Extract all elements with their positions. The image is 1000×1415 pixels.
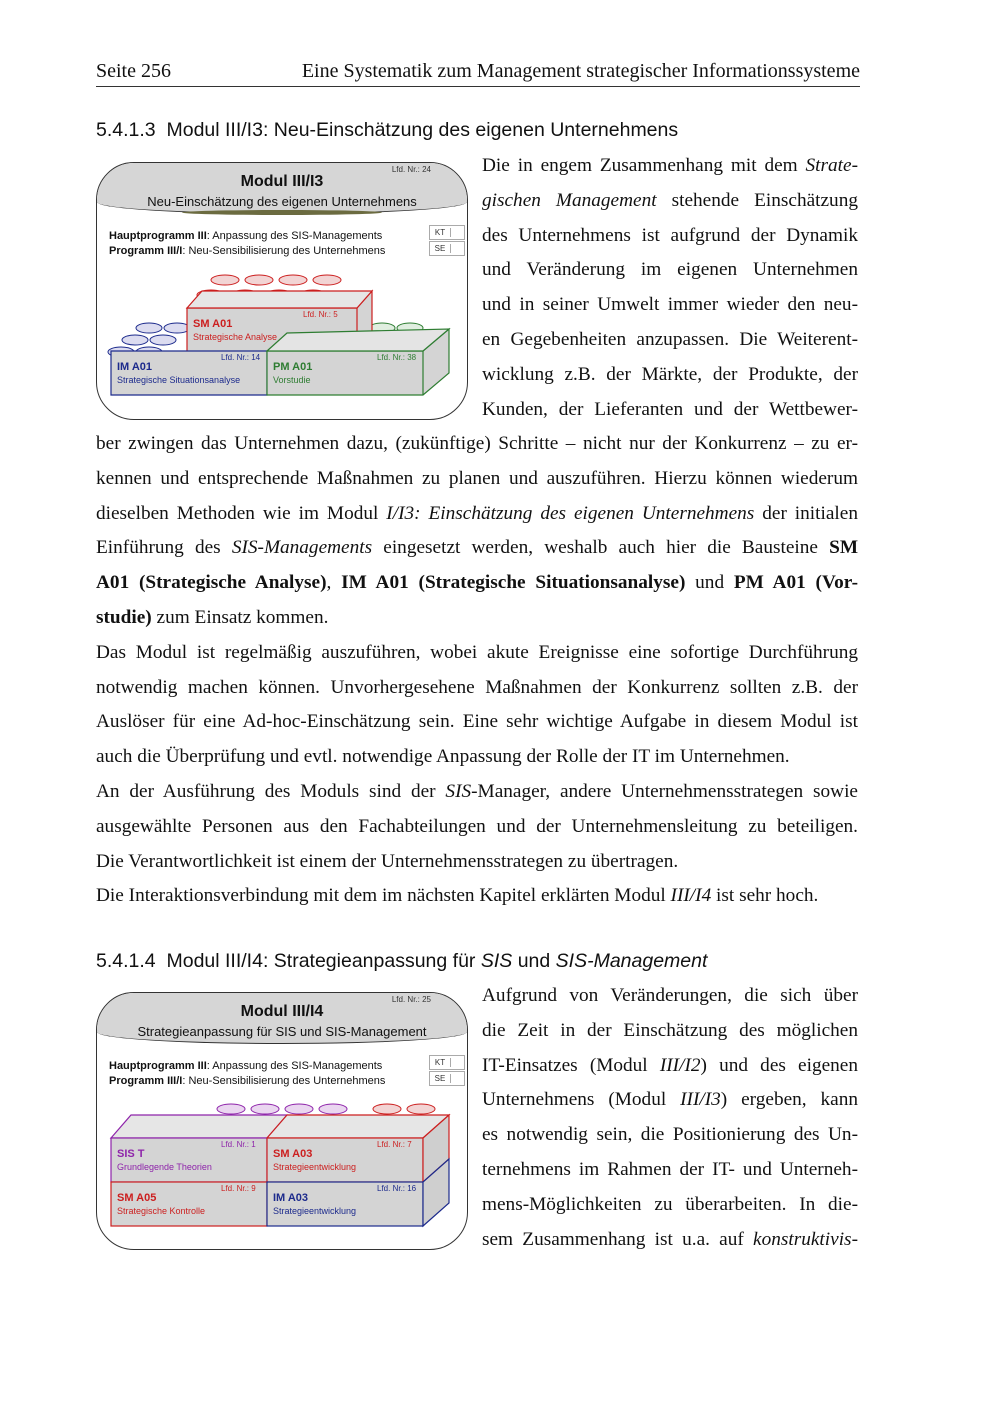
- running-title: Eine Systematik zum Management strategischer Informationssysteme: [301, 60, 860, 82]
- block-lfd: Lfd. Nr.: 5: [303, 310, 338, 319]
- module-flags: KT SE: [429, 225, 465, 257]
- module-figure-iii-i3: [96, 162, 468, 420]
- module-flags: KT SE: [429, 1055, 465, 1087]
- text-line: Aufgrund von Veränderungen, die sich über: [482, 985, 858, 1006]
- section-number: 5.4.1.4: [96, 950, 156, 972]
- module-figure-iii-i4: [96, 992, 468, 1250]
- text-line: Die Verantwortlichkeit ist einem der Unternehmensstrategen zu übertragen.: [96, 850, 679, 872]
- text-line: auch die Überprüfung und evtl. notwendige Anpassung der Rolle der IT im Unternehmen.: [96, 746, 790, 768]
- text-line: An der Ausführung des Moduls sind der SIS-Manager, andere Unternehmensstrategen sowie: [96, 781, 858, 802]
- block-pm-a01: PM A01 Vorstudie: [273, 361, 313, 385]
- text-line: Unternehmens (Modul III/I3) ergeben, kann: [482, 1089, 858, 1111]
- text-line: sem Zusammenhang ist u.a. auf konstruktivis-: [482, 1228, 858, 1250]
- text-line: die Zeit in der Einschätzung des möglichen: [482, 1019, 858, 1041]
- text-line: und in seiner Umwelt immer wieder den neu-: [482, 294, 858, 316]
- block-sm-a01: SM A01 Strategische Analyse: [193, 318, 278, 342]
- text-line: Die in engem Zusammenhang mit dem Strate-: [482, 155, 858, 176]
- text-line: en Gegebenheiten anzupassen. Die Weiterent-: [482, 329, 858, 350]
- section-title: Modul III/I3: Neu-Einschätzung des eigenen Unternehmens: [166, 119, 679, 141]
- block-sis-t: SIS T Grundlegende Theorien: [117, 1148, 212, 1172]
- text-line: ternehmens im Rahmen der IT- und Unterneh-: [482, 1159, 858, 1180]
- block-lfd: Lfd. Nr.: 9: [221, 1184, 256, 1193]
- text-line: Einführung des SIS-Managements eingesetzt werden, weshalb auch hier die Bausteine SM: [96, 537, 859, 559]
- module-name: Modul III/I4: [240, 1003, 324, 1020]
- module-lfd: Lfd. Nr.: 24: [391, 165, 431, 174]
- page-number: Seite 256: [96, 60, 171, 82]
- block-lfd: Lfd. Nr.: 16: [377, 1184, 417, 1193]
- text-line: Das Modul ist regelmäßig auszuführen, wobei akute Ereignisse eine sofortige Durchführung: [96, 641, 858, 663]
- text-line: gischen Management stehende Einschätzung: [482, 189, 858, 211]
- text-line: und Veränderung im eigenen Unternehmen: [482, 259, 858, 281]
- module-subtitle: Strategieanpassung für SIS und SIS-Management: [137, 1024, 427, 1039]
- text-line: Die Interaktionsverbindung mit dem im nächsten Kapitel erklärten Modul III/I4 ist sehr hoch.: [96, 885, 819, 907]
- block-lfd: Lfd. Nr.: 14: [221, 353, 261, 362]
- block-sm-a03: SM A03 Strategieentwicklung: [273, 1148, 357, 1172]
- block-lfd: Lfd. Nr.: 7: [377, 1140, 412, 1149]
- text-line: IT-Einsatzes (Modul III/I2) und des eigenen: [482, 1054, 858, 1076]
- text-line: kennen und entsprechende Maßnahmen zu planen und auszuführen. Hierzu können wiederum: [96, 467, 858, 489]
- text-line: A01 (Strategische Analyse), IM A01 (Strategische Situationsanalyse) und PM A01 (Vor-: [96, 572, 858, 594]
- text-line: wicklung z.B. der Märkte, der Produkte, der: [482, 363, 858, 385]
- section-number: 5.4.1.3: [96, 119, 156, 141]
- section-heading-2: 5.4.1.4 Modul III/I4: Strategieanpassung für SIS und SIS-Management: [96, 950, 708, 972]
- section-heading-1: [96, 119, 678, 142]
- text-line: mens-Möglichkeiten zu überarbeiten. In die-: [482, 1193, 858, 1215]
- text-line: studie) zum Einsatz kommen.: [96, 607, 329, 628]
- module-name: Modul III/I3: [240, 173, 324, 190]
- page-header: [96, 58, 860, 87]
- module-lfd: Lfd. Nr.: 25: [391, 995, 431, 1004]
- text-line: ber zwingen das Unternehmen dazu, (zukünftige) Schritte – nicht nur der Konkurrenz – zu er-: [96, 433, 858, 454]
- block-im-a01: IM A01 Strategische Situationsanalyse: [117, 361, 241, 385]
- text-line: dieselben Methoden wie im Modul I/I3: Einschätzung des eigenen Unternehmens der initialen: [96, 502, 858, 524]
- block-im-a03: IM A03 Strategieentwicklung: [273, 1192, 357, 1216]
- module-programs: Hauptprogramm III: Anpassung des SIS-Managements Programm III/I: Neu-Sensibilisierung des Unternehmens: [109, 1060, 386, 1087]
- module-programs: Hauptprogramm III: Anpassung des SIS-Managements Programm III/I: Neu-Sensibilisierung des Unternehmens: [109, 230, 386, 257]
- module-subtitle: Neu-Einschätzung des eigenen Unternehmens: [147, 194, 417, 209]
- block-sm-a05: SM A05 Strategische Kontrolle: [117, 1192, 206, 1216]
- block-lfd: Lfd. Nr.: 1: [221, 1140, 256, 1149]
- block-lfd: Lfd. Nr.: 38: [377, 353, 417, 362]
- text-line: notwendig machen können. Unvorhergesehene Maßnahmen der Konkurrenz sollten z.B. der: [96, 676, 858, 698]
- text-line: es notwendig sein, die Positionierung des Un-: [482, 1124, 858, 1146]
- text-line: Auslöser für eine Ad-hoc-Einschätzung sein. Eine sehr wichtige Aufgabe in diesem Modul ist: [96, 711, 858, 733]
- text-line: des Unternehmens ist aufgrund der Dynamik: [482, 224, 858, 246]
- text-line: ausgewählte Personen aus den Fachabteilungen und der Unternehmensleitung zu beteiligen.: [96, 815, 858, 837]
- text-line: Kunden, der Lieferanten und der Wettbewer-: [482, 398, 858, 420]
